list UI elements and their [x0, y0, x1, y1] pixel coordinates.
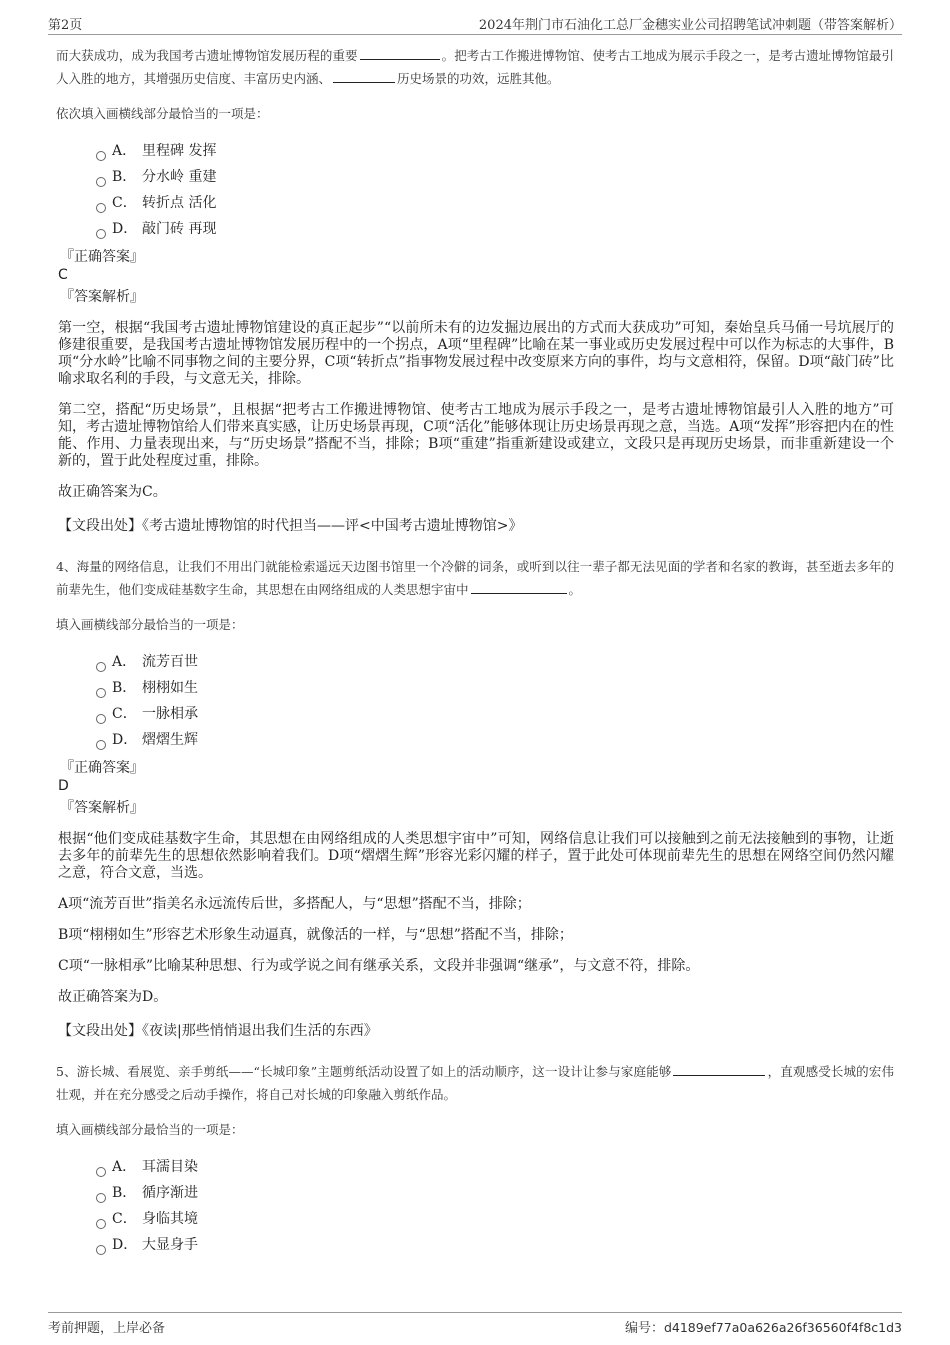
- radio-icon[interactable]: [96, 203, 106, 213]
- q3-prompt: 依次填入画横线部分最恰当的一项是：: [56, 106, 269, 121]
- q4-analysis-1: 根据“他们变成硅基数字生命，其思想在由网络组成的人类思想宇宙中”可知，网络信息让我们可以接触到之前无法接触到的事物，让逝去多年的前辈先生的思想依然影响着我们。D项“熠熠生辉”形容光彩闪耀的样子，置于此处可体现前辈先生的思想在网络空间仍然闪耀之意，符合文意，当选。: [58, 831, 894, 881]
- q3-analysis-label: 『答案解析』: [60, 289, 144, 305]
- q4-option-c[interactable]: C． 一脉相承: [96, 701, 894, 727]
- q3-analysis-1: 第一空，根据“我国考古遗址博物馆建设的真正起步”“以前所未有的边发掘边展出的方式而大获成功”可知，秦始皇兵马俑一号坑展厅的修建很重要，是我国考古遗址博物馆发展历程中的一个拐点，A项“里程碑”比喻在某一事业或历史发展过程中可以作为标志的大事件，B项“分水岭”比喻不同事物之间的主要分界，C项“转折点”指事物发展过程中改变原来方向的事件，均与文意相符，保留。D项“敲门砖”比喻求取名利的手段，与文意无关，排除。: [58, 320, 894, 387]
- q4-prompt: 填入画横线部分最恰当的一项是：: [56, 617, 244, 632]
- page-footer: [48, 1312, 902, 1335]
- document-title: 2024年荆门市石油化工总厂金穗实业公司招聘笔试冲刺题（带答案解析）: [478, 18, 902, 33]
- radio-icon[interactable]: [96, 151, 106, 161]
- radio-icon[interactable]: [96, 177, 106, 187]
- q3-option-d[interactable]: D． 敲门砖 再现: [96, 216, 894, 242]
- q5-option-d[interactable]: D． 大显身手: [96, 1232, 894, 1258]
- q4-source: 【文段出处】《夜读|那些悄悄退出我们生活的东西》: [58, 1023, 378, 1039]
- q5-blank: [673, 1061, 765, 1076]
- q3-conclusion: 故正确答案为C。: [58, 484, 167, 500]
- radio-icon[interactable]: [96, 740, 106, 750]
- radio-icon[interactable]: [96, 1219, 106, 1229]
- q4-option-a[interactable]: A． 流芳百世: [96, 649, 894, 675]
- q4-analysis-3: B项“栩栩如生”形容艺术形象生动逼真，就像活的一样，与“思想”搭配不当，排除；: [58, 927, 573, 943]
- q4-answer-label: 『正确答案』: [60, 760, 144, 776]
- q4-conclusion: 故正确答案为D。: [58, 989, 168, 1005]
- q4-option-b[interactable]: B． 栩栩如生: [96, 675, 894, 701]
- q3-source: 【文段出处】《考古遗址博物馆的时代担当——评<中国考古遗址博物馆>》: [58, 518, 523, 534]
- q4-analysis-4: C项“一脉相承”比喻某种思想、行为或学说之间有继承关系，文段并非强调“继承”，与文意不符，排除。: [58, 958, 700, 974]
- q3-option-b[interactable]: B． 分水岭 重建: [96, 164, 894, 190]
- q4-stem: 4、海量的网络信息，让我们不用出门就能检索遥远天边图书馆里一个冷僻的词条，或听到以往一辈子都无法见面的学者和名家的教诲，甚至逝去多年的前辈先生，他们变成硅基数字生命，其思想在由网络组成的人类思想宇宙中 。: [56, 559, 894, 597]
- q5-option-b[interactable]: B． 循序渐进: [96, 1180, 894, 1206]
- q5-option-c[interactable]: C． 身临其境: [96, 1206, 894, 1232]
- document-code: 编号：d4189ef77a0a626a26f36560f4f8c1d3: [624, 1320, 902, 1336]
- q4-blank: [471, 579, 567, 594]
- radio-icon[interactable]: [96, 714, 106, 724]
- page-header: [48, 12, 902, 35]
- radio-icon[interactable]: [96, 688, 106, 698]
- q3-analysis-2: 第二空，搭配“历史场景”，且根据“把考古工作搬进博物馆、使考古工地成为展示手段之一，是考古遗址博物馆最引人入胜的地方”可知，考古遗址博物馆给人们带来真实感，让历史场景再现，C项“活化”能够体现让历史场景再现之意，当选。A项“发挥”形容把内在的性能、作用、力量表现出来，与“历史场景”搭配不当，排除；B项“重建”指重新建设或建立，文段只是再现历史场景，而非重新建设一个新的，置于此处程度过重，排除。: [58, 402, 894, 469]
- q5-options: [96, 1154, 894, 1258]
- q3-options: [96, 138, 894, 242]
- q4-option-d[interactable]: D． 熠熠生辉: [96, 727, 894, 753]
- q3-stem: 而大获成功，成为我国考古遗址博物馆发展历程的重要 。把考古工作搬进博物馆、使考古工地成为展示手段之一，是考古遗址博物馆最引人入胜的地方，其增强历史信度、丰富历史内涵、 历史场景的功效，远胜其他。: [56, 44, 894, 90]
- q3-option-c[interactable]: C． 转折点 活化: [96, 190, 894, 216]
- q5-prompt: 填入画横线部分最恰当的一项是：: [56, 1122, 244, 1137]
- q3-option-a[interactable]: A． 里程碑 发挥: [96, 138, 894, 164]
- radio-icon[interactable]: [96, 1245, 106, 1255]
- document-body: [56, 44, 894, 1258]
- q3-answer-label: 『正确答案』: [60, 249, 144, 265]
- q3-blank-1: [360, 45, 440, 60]
- radio-icon[interactable]: [96, 1193, 106, 1203]
- radio-icon[interactable]: [96, 229, 106, 239]
- q3-answer: C: [58, 267, 68, 283]
- q4-answer: D: [58, 778, 69, 794]
- footer-slogan: 考前押题，上岸必备: [48, 1321, 166, 1336]
- page-number: 第2页: [48, 18, 83, 33]
- q4-options: [96, 649, 894, 753]
- q5-stem: 5、游长城、看展览、亲手剪纸——“长城印象”主题剪纸活动设置了如上的活动顺序，这一设计让参与家庭能够 ，直观感受长城的宏伟壮观，并在充分感受之后动手操作，将自己对长城的印象融入剪纸作品。: [56, 1060, 894, 1106]
- radio-icon[interactable]: [96, 662, 106, 672]
- q5-option-a[interactable]: A． 耳濡目染: [96, 1154, 894, 1180]
- q3-blank-2: [333, 68, 395, 83]
- radio-icon[interactable]: [96, 1167, 106, 1177]
- q4-analysis-2: A项“流芳百世”指美名永远流传后世，多搭配人，与“思想”搭配不当，排除；: [58, 896, 531, 912]
- q4-analysis-label: 『答案解析』: [60, 800, 144, 816]
